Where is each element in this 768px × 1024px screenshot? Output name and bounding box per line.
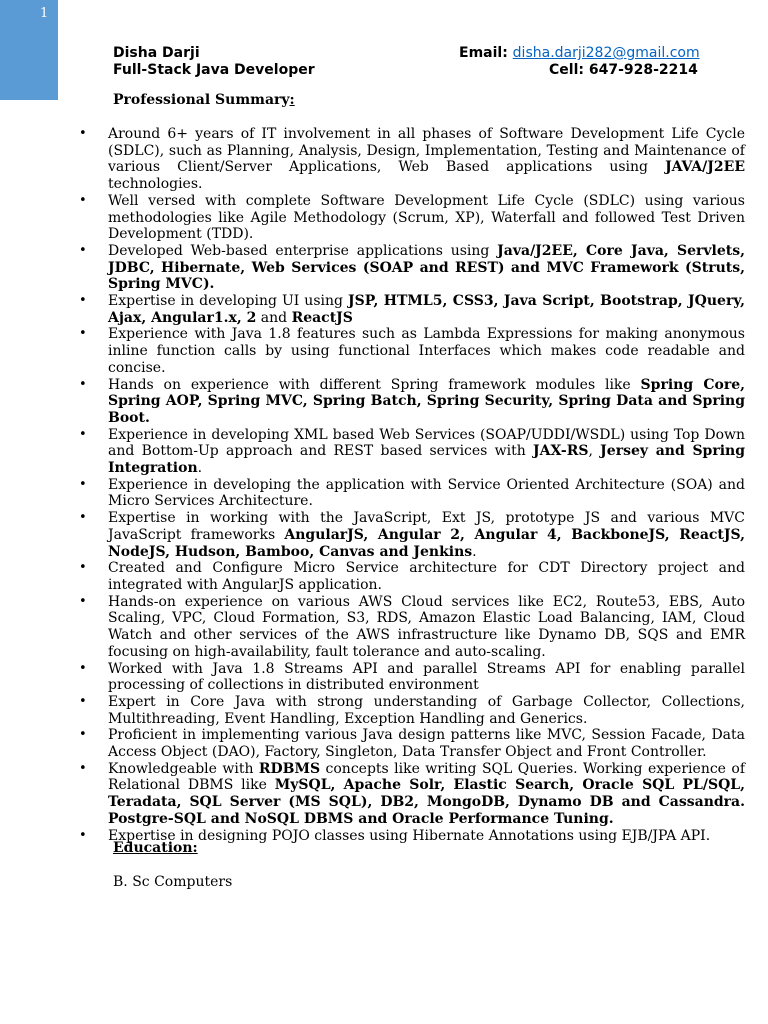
candidate-name: Disha Darji xyxy=(113,45,200,61)
summary-list xyxy=(108,126,745,844)
summary-item: • Expertise in working with the JavaScript, Ext JS, prototype JS and various MVC JavaScript frameworks AngularJS, Angular 2, Angular 4, BackboneJS, ReactJS, NodeJS, Hudson, Bamboo, Canvas and Jenkins. xyxy=(108,510,745,560)
summary-item: • Experience in developing the application with Service Oriented Architecture (SOA) and Micro Services Architecture. xyxy=(108,477,745,510)
summary-item: • Around 6+ years of IT involvement in all phases of Software Development Life Cycle (SDLC), such as Planning, Analysis, Design, Implementation, Testing and Maintenance of various Client/Server Applications, Web Based applications using JAVA/J2EE technologies. xyxy=(108,126,745,193)
summary-item: • Created and Configure Micro Service architecture for CDT Directory project and integrated with AngularJS application. xyxy=(108,560,745,593)
summary-item: • Hands on experience with different Spring framework modules like Spring Core, Spring AOP, Spring MVC, Spring Batch, Spring Security, Spring Data and Spring Boot. xyxy=(108,377,745,427)
summary-item: • Experience with Java 1.8 features such as Lambda Expressions for making anonymous inline function calls by using functional Interfaces which makes code readable and concise. xyxy=(108,326,745,376)
summary-item: • Expert in Core Java with strong understanding of Garbage Collector, Collections, Multithreading, Event Handling, Exception Handling and Generics. xyxy=(108,694,745,727)
summary-item: • Well versed with complete Software Development Life Cycle (SDLC) using various methodologies like Agile Methodology (Scrum, XP), Waterfall and followed Test Driven Development (TDD). xyxy=(108,193,745,243)
summary-item: • Proficient in implementing various Java design patterns like MVC, Session Facade, Data Access Object (DAO), Factory, Singleton, Data Transfer Object and Front Controller. xyxy=(108,727,745,760)
summary-item: • Expertise in designing POJO classes using Hibernate Annotations using EJB/JPA API. xyxy=(108,828,745,845)
summary-item: • Expertise in developing UI using JSP, HTML5, CSS3, Java Script, Bootstrap, JQuery, Ajax, Angular1.x, 2 and ReactJS xyxy=(108,293,745,326)
summary-heading-text: Professional Summary xyxy=(113,92,290,108)
summary-item: • Knowledgeable with RDBMS concepts like writing SQL Queries. Working experience of Relational DBMS like MySQL, Apache Solr, Elastic Search, Oracle SQL PL/SQL, Teradata, SQL Server (MS SQL), DB2, MongoDB, Dynamo DB and Cassandra. Postgre-SQL and NoSQL DBMS and Oracle Performance Tuning. xyxy=(108,761,745,828)
summary-heading-colon: : xyxy=(289,92,295,108)
email-label: Email: xyxy=(459,45,508,61)
page-number: 1 xyxy=(40,6,49,21)
email-line xyxy=(459,45,700,62)
cell-number: 647-928-2214 xyxy=(588,62,698,78)
cell-label: Cell: xyxy=(549,62,584,78)
summary-item: • Worked with Java 1.8 Streams API and parallel Streams API for enabling parallel processing of collections in distributed environment xyxy=(108,661,745,694)
candidate-title: Full-Stack Java Developer xyxy=(113,62,315,78)
cell-line xyxy=(549,62,698,79)
education-heading: Education: xyxy=(113,840,198,856)
summary-item: • Developed Web-based enterprise applications using Java/J2EE, Core Java, Servlets, JDBC, Hibernate, Web Services (SOAP and REST) and MVC Framework (Struts, Spring MVC). xyxy=(108,243,745,293)
summary-item: • Experience in developing XML based Web Services (SOAP/UDDI/WSDL) using Top Down and Bottom-Up approach and REST based services with JAX-RS, Jersey and Spring Integration. xyxy=(108,427,745,477)
summary-heading xyxy=(113,92,295,108)
email-link[interactable]: disha.darji282@gmail.com xyxy=(512,45,700,61)
summary-item: • Hands-on experience on various AWS Cloud services like EC2, Route53, EBS, Auto Scaling, VPC, Cloud Formation, S3, RDS, Amazon Elastic Load Balancing, IAM, Cloud Watch and other services of the AWS infrastructure like Dynamo DB, SQS and EMR focusing on high-availability, fault tolerance and auto-scaling. xyxy=(108,594,745,661)
education-degree: B. Sc Computers xyxy=(113,874,233,890)
page-number-tab xyxy=(0,0,58,100)
